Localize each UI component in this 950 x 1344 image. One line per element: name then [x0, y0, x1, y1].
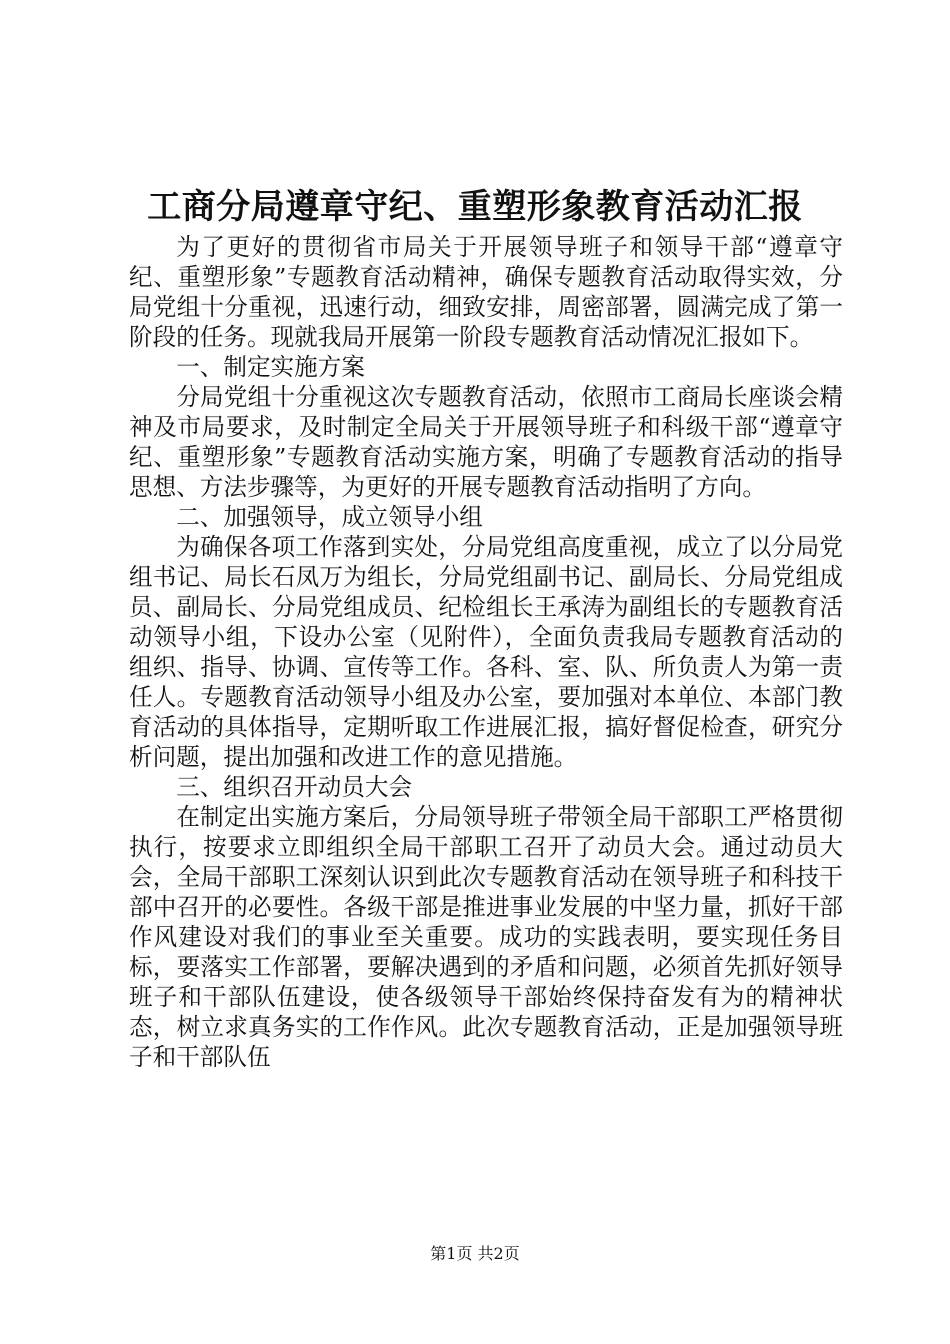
document-body: [129, 232, 843, 1072]
section-paragraph-1: 分局党组十分重视这次专题教育活动，依照市工商局长座谈会精神及市局要求，及时制定全局关于开展领导班子和科级干部“遵章守纪、重塑形象”专题教育活动实施方案，明确了专题教育活动的指导思想、方法步骤等，为更好的开展专题教育活动指明了方向。: [129, 383, 843, 501]
page-footer: 第1页 共2页: [430, 1244, 520, 1263]
section-paragraph-2: 为确保各项工作落到实处，分局党组高度重视，成立了以分局党组书记、局长石凤万为组长，分局党组副书记、副局长、分局党组成员、副局长、分局党组成员、纪检组长王承涛为副组长的专题教育活动领导小组，下设办公室（见附件），全面负责我局专题教育活动的组织、指导、协调、宣传等工作。各科、室、队、所负责人为第一责任人。专题教育活动领导小组及办公室，要加强对本单位、本部门教育活动的具体指导，定期听取工作进展汇报，搞好督促检查，研究分析问题，提出加强和改进工作的意见措施。: [129, 533, 843, 771]
section-heading-2: 二、加强领导，成立领导小组: [176, 503, 483, 531]
intro-paragraph: 为了更好的贯彻省市局关于开展领导班子和领导干部“遵章守纪、重塑形象”专题教育活动精神，确保专题教育活动取得实效，分局党组十分重视，迅速行动，细致安排，周密部署，圆满完成了第一阶段的任务。现就我局开展第一阶段专题教育活动情况汇报如下。: [129, 233, 843, 351]
section-paragraph-3: 在制定出实施方案后，分局领导班子带领全局干部职工严格贯彻执行，按要求立即组织全局干部职工召开了动员大会。通过动员大会，全局干部职工深刻认识到此次专题教育活动在领导班子和科技干部中召开的必要性。各级干部是推进事业发展的中坚力量，抓好干部作风建设对我们的事业至关重要。成功的实践表明，要实现任务目标，要落实工作部署，要解决遇到的矛盾和问题，必须首先抓好领导班子和干部队伍建设，使各级领导干部始终保持奋发有为的精神状态，树立求真务实的工作作风。此次专题教育活动，正是加强领导班子和干部队伍: [129, 803, 843, 1071]
section-heading-3: 三、组织召开动员大会: [176, 773, 413, 801]
section-heading-1: 一、制定实施方案: [176, 353, 365, 381]
document-title: 工商分局遵章守纪、重塑形象教育活动汇报: [147, 187, 803, 227]
